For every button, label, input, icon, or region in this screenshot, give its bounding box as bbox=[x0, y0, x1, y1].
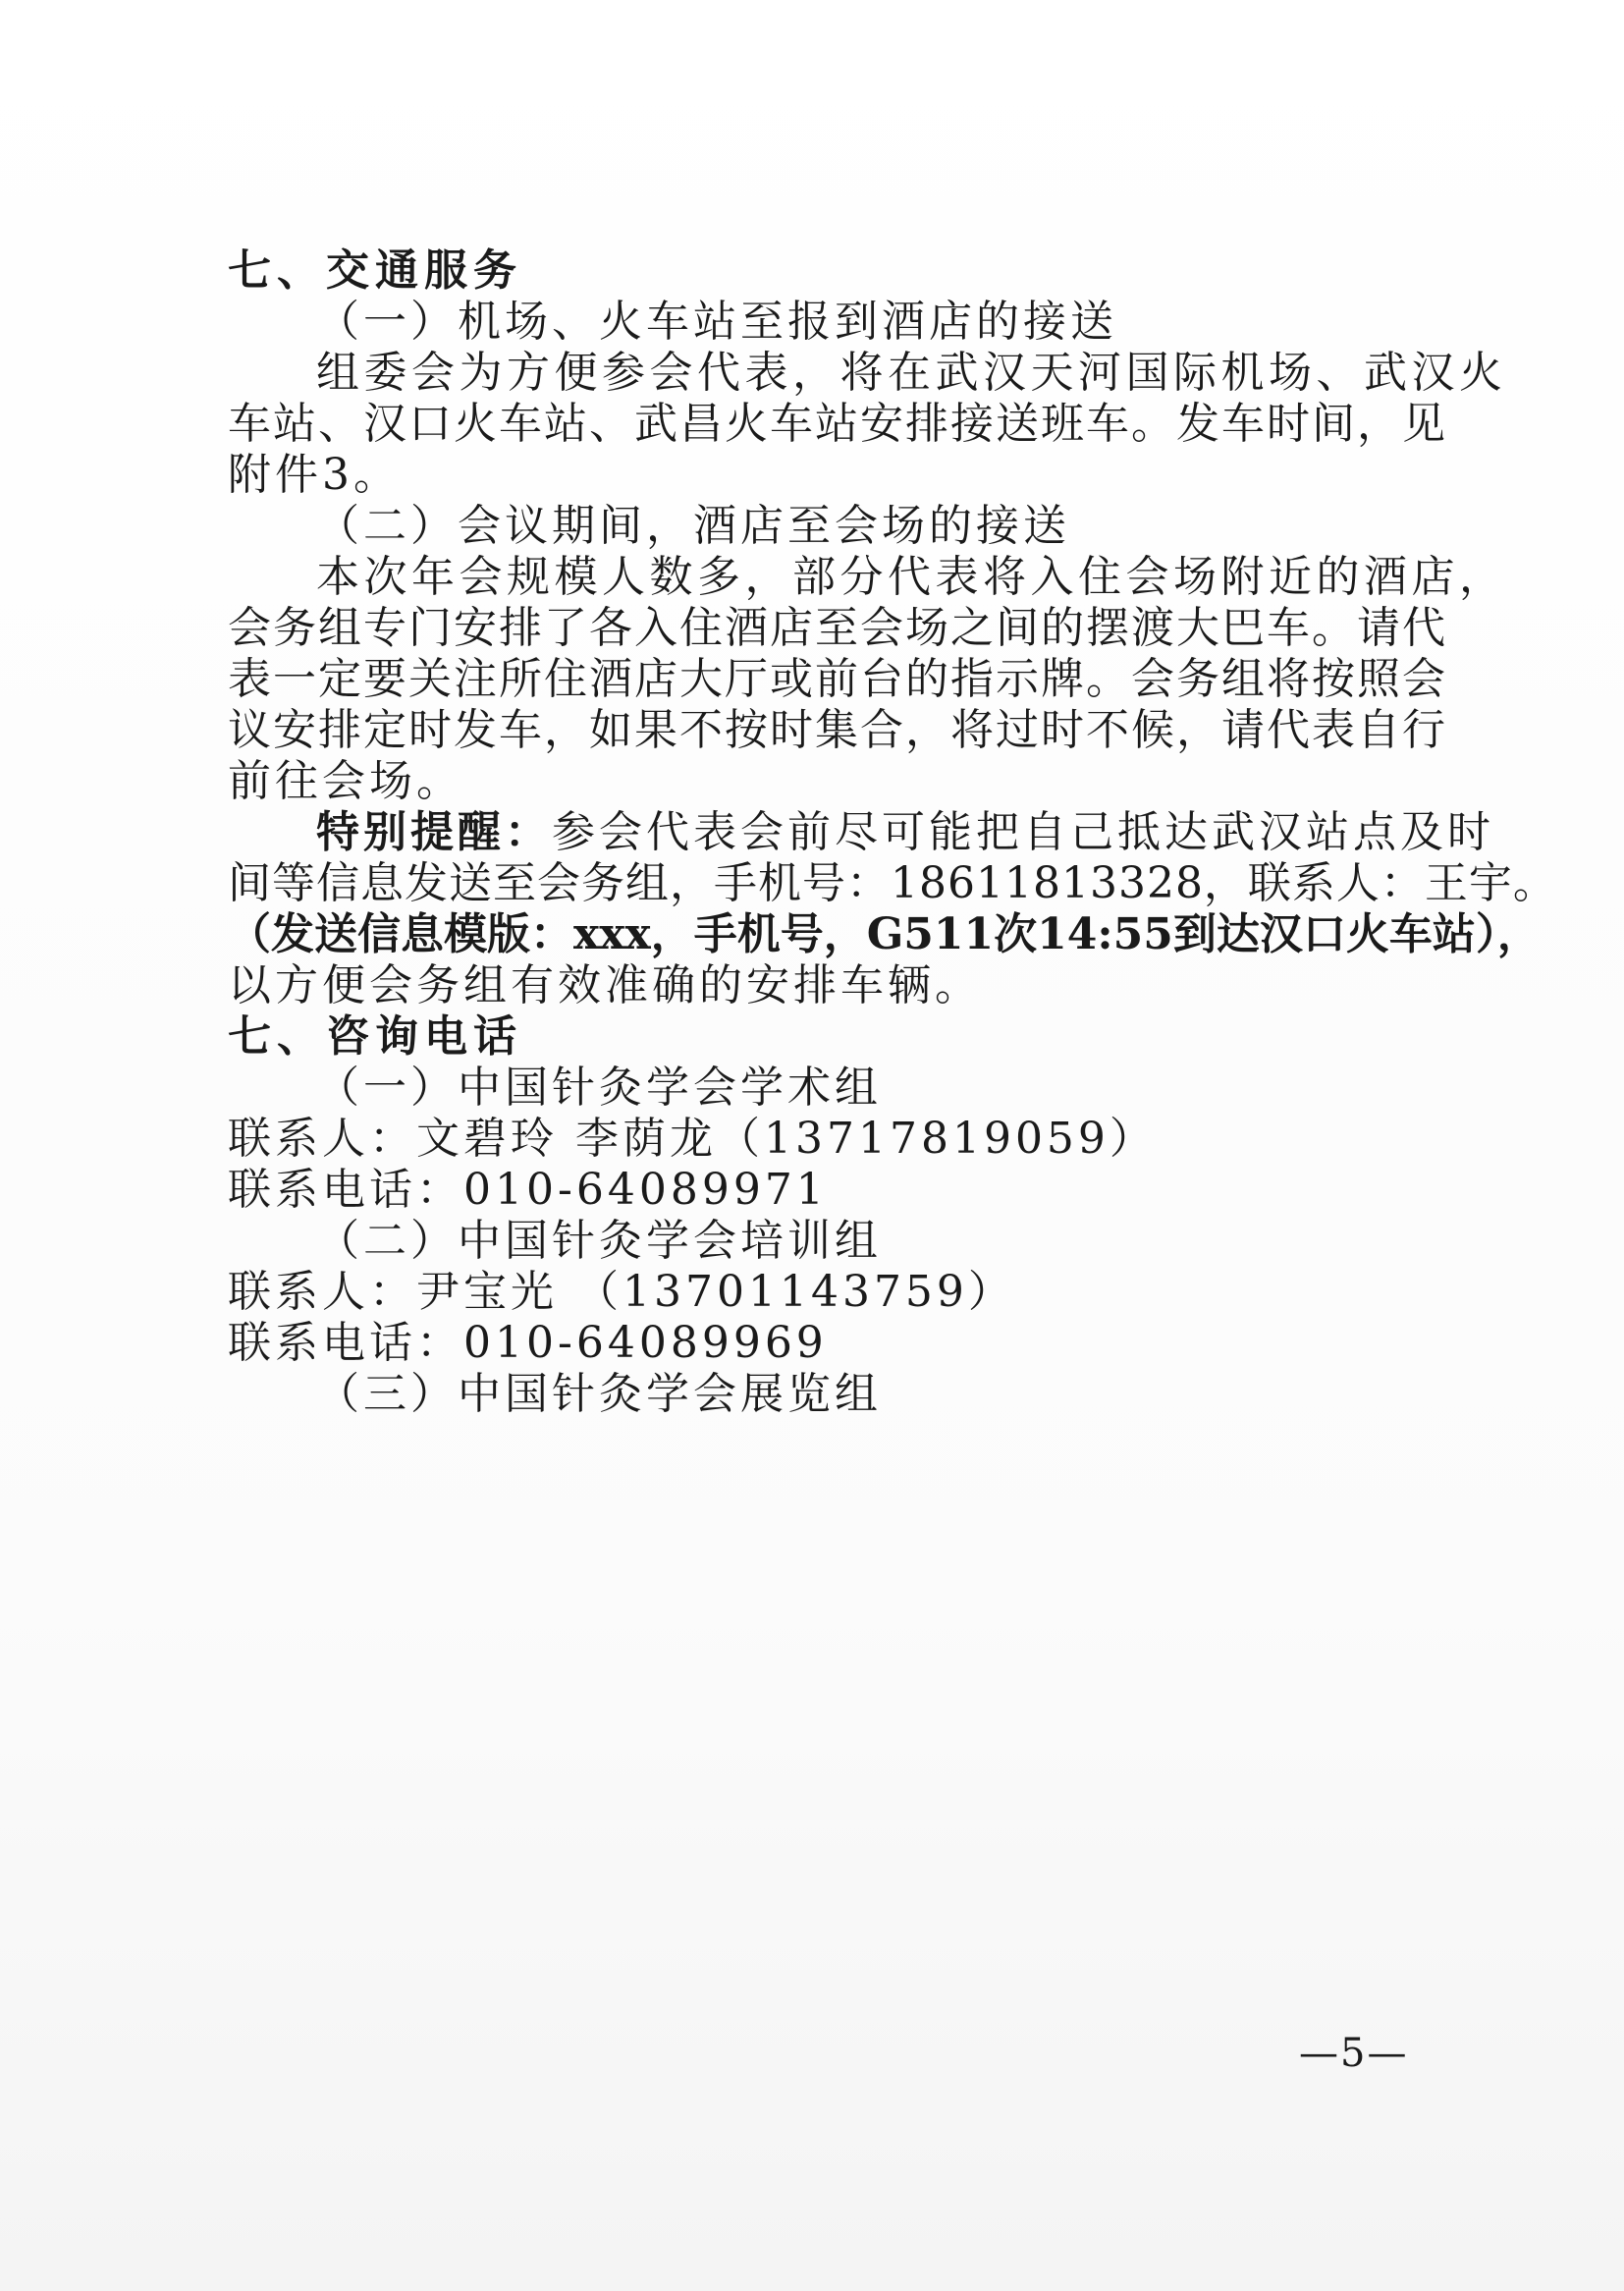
special-reminder-line-1 bbox=[316, 807, 1494, 858]
paragraph-shuttle-line-5: 前往会场。 bbox=[228, 756, 463, 806]
special-reminder-line-4: 以方便会务组有效准确的安排车辆。 bbox=[228, 960, 982, 1010]
academic-group-contact-person: 联系人：文碧玲 李荫龙（13717819059） bbox=[228, 1114, 1157, 1164]
paragraph-shuttle-line-4: 议安排定时发车，如果不按时集合，将过时不候，请代表自行 bbox=[228, 705, 1447, 755]
academic-group-contact-phone: 联系电话：010-64089971 bbox=[228, 1165, 828, 1215]
subheading-hotel-venue-transfer: （二）会议期间，酒店至会场的接送 bbox=[316, 501, 1070, 551]
subheading-exhibition-group: （三）中国针灸学会展览组 bbox=[316, 1369, 882, 1419]
subheading-academic-group: （一）中国针灸学会学术组 bbox=[316, 1063, 882, 1113]
subheading-airport-station-transfer: （一）机场、火车站至报到酒店的接送 bbox=[316, 297, 1117, 347]
paragraph-transfer-line-1: 组委会为方便参会代表，将在武汉天河国际机场、武汉火 bbox=[316, 348, 1507, 398]
subheading-training-group: （二）中国针灸学会培训组 bbox=[316, 1216, 882, 1266]
page-number: —5— bbox=[1299, 2031, 1409, 2076]
special-reminder-label: 特别提醒： bbox=[316, 807, 552, 857]
heading-transport-service: 七、交通服务 bbox=[228, 245, 522, 296]
paragraph-shuttle-line-2: 会务组专门安排了各入住酒店至会场之间的摆渡大巴车。请代 bbox=[228, 603, 1447, 653]
paragraph-transfer-line-2: 车站、汉口火车站、武昌火车站安排接送班车。发车时间，见 bbox=[228, 399, 1447, 449]
heading-contact-phone: 七、咨询电话 bbox=[228, 1011, 522, 1062]
paragraph-shuttle-line-3: 表一定要关注所住酒店大厅或前台的指示牌。会务组将按照会 bbox=[228, 654, 1447, 704]
training-group-contact-person: 联系人：尹宝光 （13701143759） bbox=[228, 1267, 1015, 1317]
paragraph-transfer-line-3: 附件3。 bbox=[228, 450, 401, 500]
message-template-line: （发送信息模版：xxx，手机号，G511次14:55到达汉口火车站）， bbox=[228, 909, 1541, 959]
paragraph-shuttle-line-1: 本次年会规模人数多，部分代表将入住会场附近的酒店， bbox=[316, 552, 1507, 602]
training-group-contact-phone: 联系电话：010-64089969 bbox=[228, 1318, 828, 1368]
special-reminder-line-2: 间等信息发送至会务组，手机号：18611813328，联系人：王宇。 bbox=[228, 858, 1557, 908]
special-reminder-text: 参会代表会前尽可能把自己抵达武汉站点及时 bbox=[552, 807, 1494, 857]
